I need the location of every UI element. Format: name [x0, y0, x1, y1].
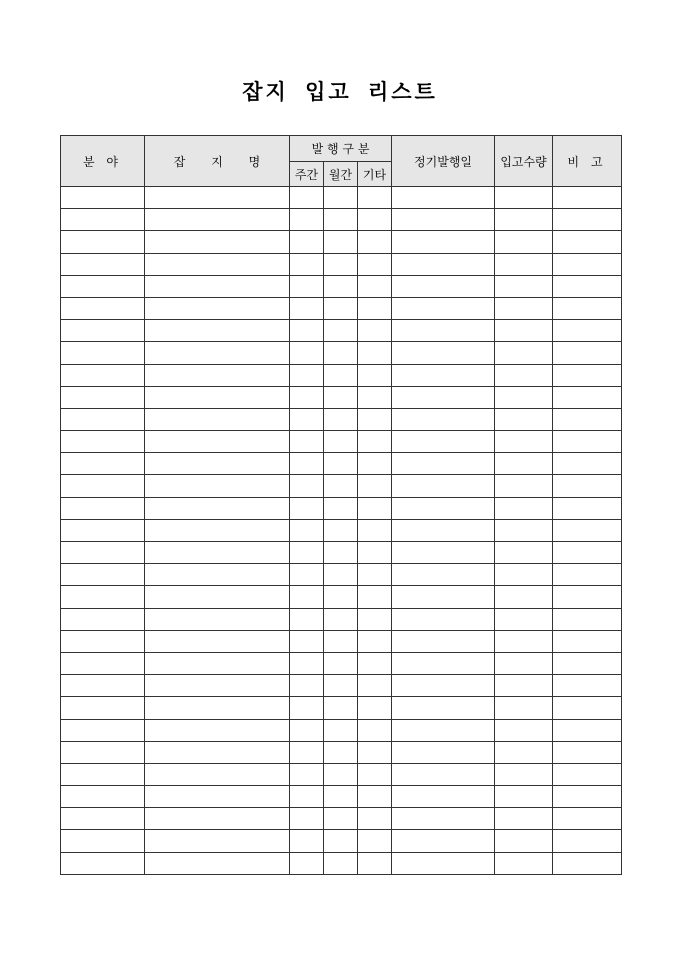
other-cell[interactable] [358, 763, 392, 785]
other-cell[interactable] [358, 209, 392, 231]
remarks-cell[interactable] [553, 431, 622, 453]
field-cell[interactable] [61, 830, 145, 852]
received-quantity-cell[interactable] [495, 297, 553, 319]
monthly-cell[interactable] [324, 675, 358, 697]
weekly-cell[interactable] [290, 209, 324, 231]
monthly-cell[interactable] [324, 697, 358, 719]
table-row [61, 209, 622, 231]
weekly-cell[interactable] [290, 786, 324, 808]
table-row [61, 475, 622, 497]
table-row [61, 253, 622, 275]
remarks-cell[interactable] [553, 297, 622, 319]
other-cell[interactable] [358, 675, 392, 697]
received-quantity-cell[interactable] [495, 675, 553, 697]
monthly-cell[interactable] [324, 408, 358, 430]
table-row [61, 630, 622, 652]
other-cell[interactable] [358, 497, 392, 519]
table-row [61, 231, 622, 253]
other-cell[interactable] [358, 852, 392, 874]
magazine-name-cell[interactable] [145, 231, 290, 253]
magazine-name-cell[interactable] [145, 719, 290, 741]
table-row [61, 586, 622, 608]
weekly-cell[interactable] [290, 852, 324, 874]
field-cell[interactable] [61, 519, 145, 541]
other-cell[interactable] [358, 386, 392, 408]
monthly-cell[interactable] [324, 431, 358, 453]
table-body [61, 187, 622, 875]
remarks-cell[interactable] [553, 763, 622, 785]
table-row [61, 697, 622, 719]
remarks-cell[interactable] [553, 630, 622, 652]
other-cell[interactable] [358, 652, 392, 674]
table-row [61, 852, 622, 874]
table-row [61, 408, 622, 430]
table-row [61, 564, 622, 586]
monthly-cell[interactable] [324, 519, 358, 541]
table-row [61, 652, 622, 674]
received-quantity-cell[interactable] [495, 586, 553, 608]
remarks-cell[interactable] [553, 187, 622, 209]
remarks-cell[interactable] [553, 253, 622, 275]
monthly-cell[interactable] [324, 475, 358, 497]
monthly-cell[interactable] [324, 608, 358, 630]
magazine-name-cell[interactable] [145, 431, 290, 453]
other-cell[interactable] [358, 320, 392, 342]
monthly-cell[interactable] [324, 763, 358, 785]
monthly-cell[interactable] [324, 253, 358, 275]
header-field: 분 야 [61, 136, 145, 187]
field-cell[interactable] [61, 275, 145, 297]
received-quantity-cell[interactable] [495, 697, 553, 719]
magazine-name-cell[interactable] [145, 675, 290, 697]
weekly-cell[interactable] [290, 297, 324, 319]
field-cell[interactable] [61, 719, 145, 741]
field-cell[interactable] [61, 564, 145, 586]
regular-issue-date-cell[interactable] [392, 808, 495, 830]
received-quantity-cell[interactable] [495, 608, 553, 630]
regular-issue-date-cell[interactable] [392, 675, 495, 697]
header-magazine-name: 잡 지 명 [145, 136, 290, 187]
received-quantity-cell[interactable] [495, 741, 553, 763]
other-cell[interactable] [358, 564, 392, 586]
magazine-intake-table [60, 135, 622, 875]
magazine-name-cell[interactable] [145, 808, 290, 830]
regular-issue-date-cell[interactable] [392, 630, 495, 652]
remarks-cell[interactable] [553, 786, 622, 808]
header-regular-issue-date: 정기발행일 [392, 136, 495, 187]
magazine-name-cell[interactable] [145, 786, 290, 808]
received-quantity-cell[interactable] [495, 187, 553, 209]
monthly-cell[interactable] [324, 586, 358, 608]
remarks-cell[interactable] [553, 475, 622, 497]
table-row [61, 275, 622, 297]
magazine-name-cell[interactable] [145, 763, 290, 785]
magazine-name-cell[interactable] [145, 830, 290, 852]
field-cell[interactable] [61, 586, 145, 608]
table-row [61, 320, 622, 342]
field-cell[interactable] [61, 475, 145, 497]
received-quantity-cell[interactable] [495, 364, 553, 386]
regular-issue-date-cell[interactable] [392, 719, 495, 741]
table-row [61, 741, 622, 763]
received-quantity-cell[interactable] [495, 386, 553, 408]
weekly-cell[interactable] [290, 652, 324, 674]
monthly-cell[interactable] [324, 497, 358, 519]
remarks-cell[interactable] [553, 808, 622, 830]
magazine-name-cell[interactable] [145, 630, 290, 652]
received-quantity-cell[interactable] [495, 786, 553, 808]
table-row [61, 297, 622, 319]
field-cell[interactable] [61, 253, 145, 275]
remarks-cell[interactable] [553, 652, 622, 674]
weekly-cell[interactable] [290, 253, 324, 275]
table-row [61, 187, 622, 209]
table-row [61, 808, 622, 830]
other-cell[interactable] [358, 231, 392, 253]
remarks-cell[interactable] [553, 519, 622, 541]
weekly-cell[interactable] [290, 542, 324, 564]
regular-issue-date-cell[interactable] [392, 497, 495, 519]
weekly-cell[interactable] [290, 719, 324, 741]
other-cell[interactable] [358, 297, 392, 319]
field-cell[interactable] [61, 630, 145, 652]
magazine-name-cell[interactable] [145, 453, 290, 475]
magazine-name-cell[interactable] [145, 275, 290, 297]
magazine-name-cell[interactable] [145, 386, 290, 408]
remarks-cell[interactable] [553, 453, 622, 475]
other-cell[interactable] [358, 453, 392, 475]
weekly-cell[interactable] [290, 630, 324, 652]
received-quantity-cell[interactable] [495, 519, 553, 541]
regular-issue-date-cell[interactable] [392, 364, 495, 386]
remarks-cell[interactable] [553, 231, 622, 253]
field-cell[interactable] [61, 786, 145, 808]
weekly-cell[interactable] [290, 675, 324, 697]
magazine-name-cell[interactable] [145, 187, 290, 209]
received-quantity-cell[interactable] [495, 630, 553, 652]
field-cell[interactable] [61, 209, 145, 231]
field-cell[interactable] [61, 652, 145, 674]
weekly-cell[interactable] [290, 231, 324, 253]
regular-issue-date-cell[interactable] [392, 209, 495, 231]
other-cell[interactable] [358, 586, 392, 608]
remarks-cell[interactable] [553, 719, 622, 741]
regular-issue-date-cell[interactable] [392, 453, 495, 475]
received-quantity-cell[interactable] [495, 408, 553, 430]
magazine-name-cell[interactable] [145, 497, 290, 519]
remarks-cell[interactable] [553, 386, 622, 408]
weekly-cell[interactable] [290, 408, 324, 430]
received-quantity-cell[interactable] [495, 431, 553, 453]
other-cell[interactable] [358, 364, 392, 386]
received-quantity-cell[interactable] [495, 808, 553, 830]
other-cell[interactable] [358, 519, 392, 541]
regular-issue-date-cell[interactable] [392, 852, 495, 874]
received-quantity-cell[interactable] [495, 652, 553, 674]
regular-issue-date-cell[interactable] [392, 297, 495, 319]
monthly-cell[interactable] [324, 808, 358, 830]
monthly-cell[interactable] [324, 453, 358, 475]
remarks-cell[interactable] [553, 342, 622, 364]
regular-issue-date-cell[interactable] [392, 342, 495, 364]
received-quantity-cell[interactable] [495, 209, 553, 231]
regular-issue-date-cell[interactable] [392, 386, 495, 408]
regular-issue-date-cell[interactable] [392, 320, 495, 342]
table-row [61, 386, 622, 408]
remarks-cell[interactable] [553, 364, 622, 386]
magazine-name-cell[interactable] [145, 741, 290, 763]
header-remarks: 비 고 [553, 136, 622, 187]
weekly-cell[interactable] [290, 386, 324, 408]
field-cell[interactable] [61, 364, 145, 386]
regular-issue-date-cell[interactable] [392, 542, 495, 564]
other-cell[interactable] [358, 408, 392, 430]
document-title: 잡지 입고 리스트 [242, 79, 438, 104]
regular-issue-date-cell[interactable] [392, 431, 495, 453]
monthly-cell[interactable] [324, 297, 358, 319]
weekly-cell[interactable] [290, 342, 324, 364]
weekly-cell[interactable] [290, 741, 324, 763]
monthly-cell[interactable] [324, 320, 358, 342]
field-cell[interactable] [61, 342, 145, 364]
weekly-cell[interactable] [290, 275, 324, 297]
other-cell[interactable] [358, 253, 392, 275]
magazine-name-cell[interactable] [145, 608, 290, 630]
regular-issue-date-cell[interactable] [392, 741, 495, 763]
magazine-name-cell[interactable] [145, 475, 290, 497]
magazine-name-cell[interactable] [145, 253, 290, 275]
magazine-name-cell[interactable] [145, 209, 290, 231]
other-cell[interactable] [358, 719, 392, 741]
other-cell[interactable] [358, 630, 392, 652]
field-cell[interactable] [61, 187, 145, 209]
remarks-cell[interactable] [553, 830, 622, 852]
weekly-cell[interactable] [290, 364, 324, 386]
other-cell[interactable] [358, 475, 392, 497]
received-quantity-cell[interactable] [495, 231, 553, 253]
received-quantity-cell[interactable] [495, 275, 553, 297]
received-quantity-cell[interactable] [495, 719, 553, 741]
table-row [61, 453, 622, 475]
monthly-cell[interactable] [324, 652, 358, 674]
table-row [61, 519, 622, 541]
weekly-cell[interactable] [290, 564, 324, 586]
monthly-cell[interactable] [324, 786, 358, 808]
table-row [61, 431, 622, 453]
weekly-cell[interactable] [290, 608, 324, 630]
other-cell[interactable] [358, 542, 392, 564]
field-cell[interactable] [61, 231, 145, 253]
header-other: 기타 [358, 162, 392, 187]
monthly-cell[interactable] [324, 231, 358, 253]
table-row [61, 763, 622, 785]
other-cell[interactable] [358, 608, 392, 630]
received-quantity-cell[interactable] [495, 342, 553, 364]
received-quantity-cell[interactable] [495, 830, 553, 852]
received-quantity-cell[interactable] [495, 320, 553, 342]
table-row [61, 364, 622, 386]
monthly-cell[interactable] [324, 342, 358, 364]
regular-issue-date-cell[interactable] [392, 586, 495, 608]
remarks-cell[interactable] [553, 209, 622, 231]
weekly-cell[interactable] [290, 431, 324, 453]
other-cell[interactable] [358, 187, 392, 209]
table-row [61, 786, 622, 808]
magazine-name-cell[interactable] [145, 408, 290, 430]
field-cell[interactable] [61, 675, 145, 697]
remarks-cell[interactable] [553, 675, 622, 697]
field-cell[interactable] [61, 608, 145, 630]
monthly-cell[interactable] [324, 852, 358, 874]
other-cell[interactable] [358, 431, 392, 453]
weekly-cell[interactable] [290, 497, 324, 519]
magazine-name-cell[interactable] [145, 342, 290, 364]
monthly-cell[interactable] [324, 542, 358, 564]
monthly-cell[interactable] [324, 830, 358, 852]
monthly-cell[interactable] [324, 386, 358, 408]
other-cell[interactable] [358, 275, 392, 297]
magazine-name-cell[interactable] [145, 320, 290, 342]
regular-issue-date-cell[interactable] [392, 652, 495, 674]
header-received-quantity: 입고수량 [495, 136, 553, 187]
regular-issue-date-cell[interactable] [392, 408, 495, 430]
regular-issue-date-cell[interactable] [392, 608, 495, 630]
regular-issue-date-cell[interactable] [392, 786, 495, 808]
table-row [61, 719, 622, 741]
remarks-cell[interactable] [553, 697, 622, 719]
remarks-cell[interactable] [553, 608, 622, 630]
other-cell[interactable] [358, 741, 392, 763]
weekly-cell[interactable] [290, 519, 324, 541]
table-row [61, 830, 622, 852]
field-cell[interactable] [61, 697, 145, 719]
table-row [61, 608, 622, 630]
remarks-cell[interactable] [553, 497, 622, 519]
weekly-cell[interactable] [290, 830, 324, 852]
magazine-name-cell[interactable] [145, 652, 290, 674]
header-monthly: 월간 [324, 162, 358, 187]
table-row [61, 542, 622, 564]
remarks-cell[interactable] [553, 408, 622, 430]
weekly-cell[interactable] [290, 320, 324, 342]
received-quantity-cell[interactable] [495, 453, 553, 475]
weekly-cell[interactable] [290, 763, 324, 785]
header-weekly: 주간 [290, 162, 324, 187]
remarks-cell[interactable] [553, 564, 622, 586]
weekly-cell[interactable] [290, 586, 324, 608]
magazine-name-cell[interactable] [145, 542, 290, 564]
regular-issue-date-cell[interactable] [392, 275, 495, 297]
field-cell[interactable] [61, 808, 145, 830]
monthly-cell[interactable] [324, 209, 358, 231]
field-cell[interactable] [61, 320, 145, 342]
magazine-name-cell[interactable] [145, 697, 290, 719]
weekly-cell[interactable] [290, 697, 324, 719]
weekly-cell[interactable] [290, 475, 324, 497]
field-cell[interactable] [61, 408, 145, 430]
received-quantity-cell[interactable] [495, 564, 553, 586]
weekly-cell[interactable] [290, 187, 324, 209]
magazine-name-cell[interactable] [145, 586, 290, 608]
monthly-cell[interactable] [324, 741, 358, 763]
received-quantity-cell[interactable] [495, 763, 553, 785]
remarks-cell[interactable] [553, 275, 622, 297]
regular-issue-date-cell[interactable] [392, 519, 495, 541]
field-cell[interactable] [61, 542, 145, 564]
magazine-name-cell[interactable] [145, 297, 290, 319]
table-row [61, 497, 622, 519]
weekly-cell[interactable] [290, 453, 324, 475]
regular-issue-date-cell[interactable] [392, 830, 495, 852]
field-cell[interactable] [61, 852, 145, 874]
table-row [61, 342, 622, 364]
received-quantity-cell[interactable] [495, 852, 553, 874]
monthly-cell[interactable] [324, 719, 358, 741]
regular-issue-date-cell[interactable] [392, 763, 495, 785]
remarks-cell[interactable] [553, 542, 622, 564]
field-cell[interactable] [61, 386, 145, 408]
field-cell[interactable] [61, 431, 145, 453]
regular-issue-date-cell[interactable] [392, 253, 495, 275]
received-quantity-cell[interactable] [495, 497, 553, 519]
received-quantity-cell[interactable] [495, 475, 553, 497]
magazine-name-cell[interactable] [145, 852, 290, 874]
field-cell[interactable] [61, 297, 145, 319]
field-cell[interactable] [61, 497, 145, 519]
other-cell[interactable] [358, 342, 392, 364]
regular-issue-date-cell[interactable] [392, 187, 495, 209]
other-cell[interactable] [358, 830, 392, 852]
monthly-cell[interactable] [324, 187, 358, 209]
regular-issue-date-cell[interactable] [392, 475, 495, 497]
field-cell[interactable] [61, 741, 145, 763]
field-cell[interactable] [61, 453, 145, 475]
regular-issue-date-cell[interactable] [392, 564, 495, 586]
received-quantity-cell[interactable] [495, 253, 553, 275]
other-cell[interactable] [358, 786, 392, 808]
remarks-cell[interactable] [553, 586, 622, 608]
monthly-cell[interactable] [324, 364, 358, 386]
received-quantity-cell[interactable] [495, 542, 553, 564]
magazine-name-cell[interactable] [145, 564, 290, 586]
field-cell[interactable] [61, 763, 145, 785]
regular-issue-date-cell[interactable] [392, 231, 495, 253]
monthly-cell[interactable] [324, 275, 358, 297]
other-cell[interactable] [358, 808, 392, 830]
monthly-cell[interactable] [324, 630, 358, 652]
header-publication-type: 발 행 구 분 [290, 136, 392, 162]
magazine-name-cell[interactable] [145, 364, 290, 386]
remarks-cell[interactable] [553, 741, 622, 763]
remarks-cell[interactable] [553, 852, 622, 874]
remarks-cell[interactable] [553, 320, 622, 342]
weekly-cell[interactable] [290, 808, 324, 830]
monthly-cell[interactable] [324, 564, 358, 586]
other-cell[interactable] [358, 697, 392, 719]
table-row [61, 675, 622, 697]
regular-issue-date-cell[interactable] [392, 697, 495, 719]
magazine-name-cell[interactable] [145, 519, 290, 541]
